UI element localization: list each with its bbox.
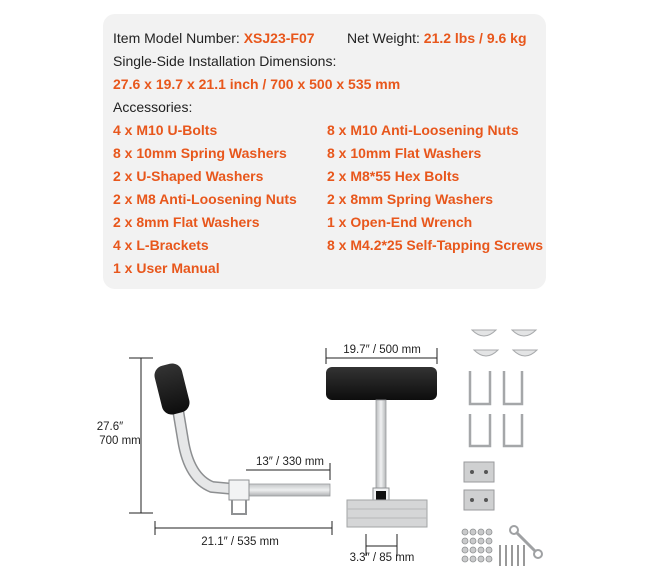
front-pad — [326, 367, 437, 400]
net-weight-value: 21.2 lbs / 9.6 kg — [423, 30, 527, 46]
accessory-item: 1 x Open-End Wrench — [327, 214, 473, 230]
depth-label: 13″ / 330 mm — [256, 456, 324, 468]
side-view — [97, 358, 332, 548]
dimensions-label: Single-Side Installation Dimensions: — [113, 53, 337, 69]
accessory-item: 2 x 8mm Flat Washers — [113, 214, 260, 230]
hardware-kit — [462, 330, 542, 566]
accessory-item: 1 x User Manual — [113, 260, 220, 276]
dimensions-value: 27.6 x 19.7 x 21.1 inch / 700 x 500 x 535 mm — [113, 76, 401, 92]
accessory-item: 4 x M10 U-Bolts — [113, 122, 218, 138]
length-label: 21.1″ / 535 mm — [201, 536, 279, 548]
accessory-item: 2 x 8mm Spring Washers — [327, 191, 493, 207]
accessory-item: 2 x M8 Anti-Loosening Nuts — [113, 191, 297, 207]
accessories-label: Accessories: — [113, 99, 193, 115]
accessory-item: 8 x 10mm Flat Washers — [327, 145, 482, 161]
accessory-item: 4 x L-Brackets — [113, 237, 209, 253]
accessory-item: 8 x M4.2*25 Self-Tapping Screws — [327, 237, 544, 253]
front-post — [376, 400, 386, 496]
height-mm-label: 700 mm — [99, 435, 141, 447]
net-weight-label: Net Weight: — [347, 30, 420, 46]
height-inch-label: 27.6″ — [96, 421, 124, 433]
model-number-value: XSJ23-F07 — [243, 30, 315, 46]
base-label: 3.3″ / 85 mm — [349, 552, 415, 564]
front-base — [347, 500, 427, 527]
accessory-item: 8 x M10 Anti-Loosening Nuts — [327, 122, 519, 138]
backrest-pad — [152, 361, 191, 416]
accessory-item: 2 x M8*55 Hex Bolts — [327, 168, 460, 184]
accessory-item: 8 x 10mm Spring Washers — [113, 145, 287, 161]
width-label: 19.7″ / 500 mm — [343, 344, 421, 356]
model-number-label: Item Model Number: — [113, 30, 240, 46]
accessory-item: 2 x U-Shaped Washers — [113, 168, 264, 184]
front-view — [326, 344, 437, 564]
